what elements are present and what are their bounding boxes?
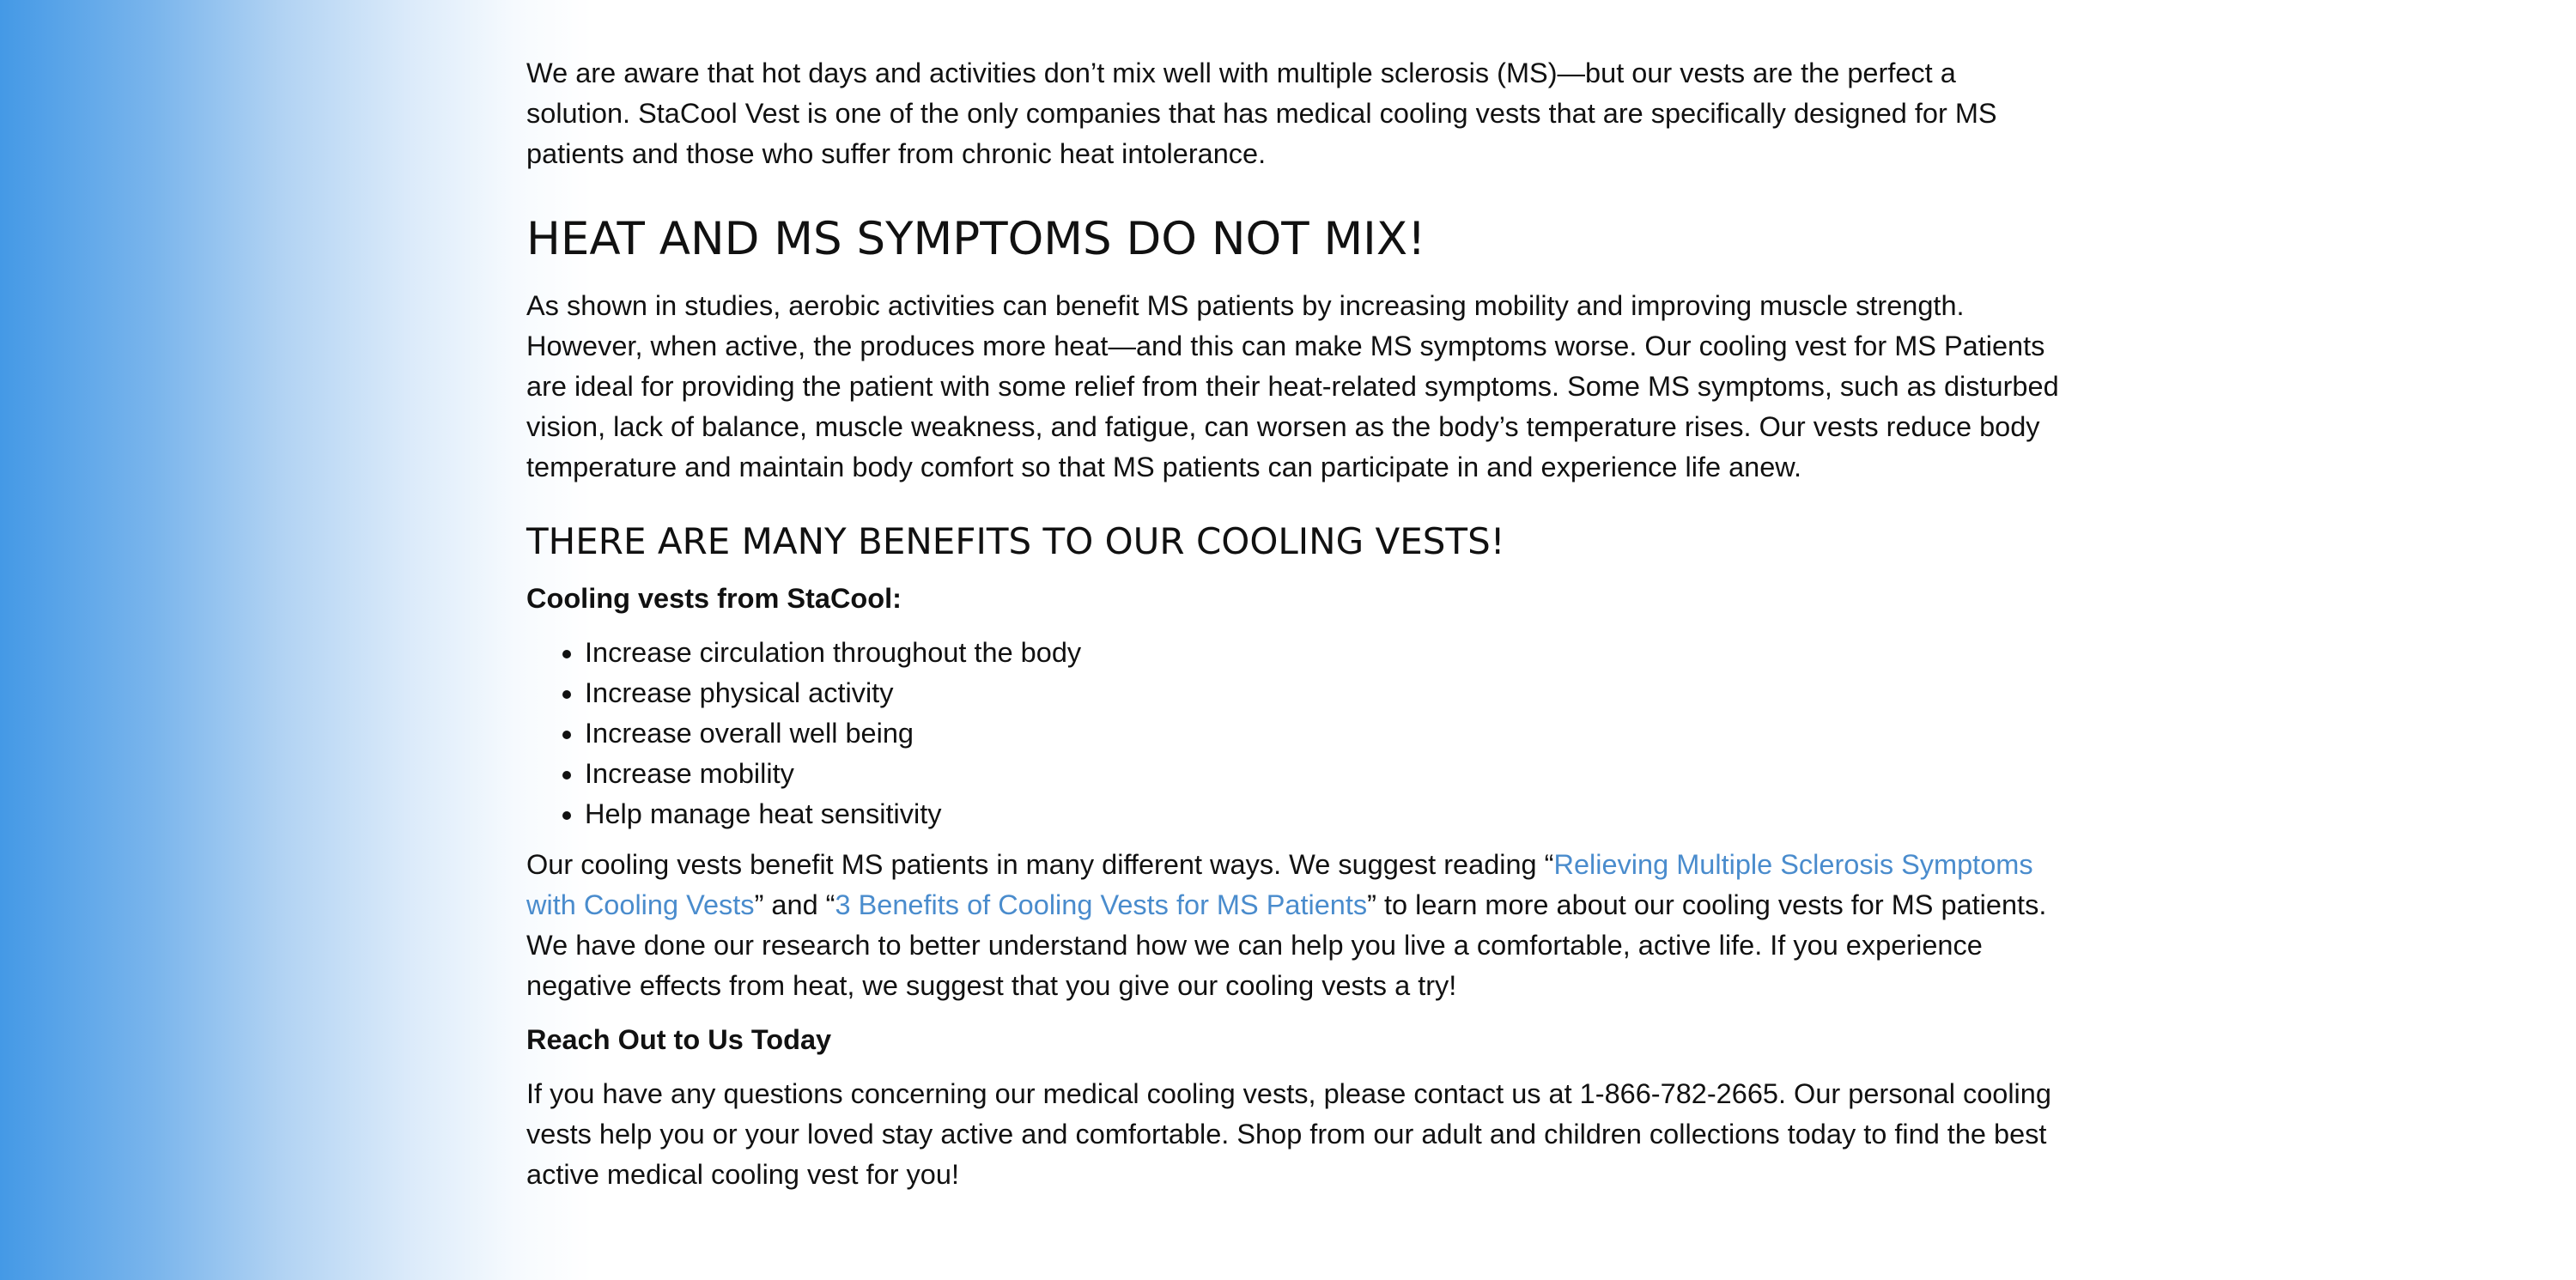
reading-text-between: ” and “ (754, 889, 835, 920)
benefits-label: Cooling vests from StaCool: (526, 583, 902, 614)
reach-out-heading: Reach Out to Us Today (526, 1024, 832, 1055)
benefits-list (526, 633, 2063, 834)
reading-text-before: Our cooling vests benefit MS patients in many different ways. We suggest reading “ (526, 849, 1554, 880)
article-content (526, 53, 2063, 1195)
link-3-benefits[interactable]: 3 Benefits of Cooling Vests for MS Patients (835, 889, 1368, 920)
reading-paragraph (526, 845, 2063, 1006)
list-item: • Increase overall well being (585, 713, 2063, 754)
contact-paragraph: If you have any questions concerning our medical cooling vests, please contact us at 1-866-782-2665. Our personal cooling vests help you or your loved stay active and comfortable. Shop from our adult and children collections today to find the best active medical cooling vest for you! (526, 1078, 2051, 1190)
heading-heat-ms: HEAT AND MS SYMPTOMS DO NOT MIX! (526, 213, 1426, 265)
list-item: • Help manage heat sensitivity (585, 794, 2063, 834)
link-relieving-ms-symptoms[interactable]: Relieving Multiple Sclerosis Symptoms with Cooling Vests (526, 849, 2033, 920)
intro-paragraph: We are aware that hot days and activities don’t mix well with multiple sclerosis (MS)—but our vests are the perfect a solution. StaCool Vest is one of the only companies that has medical cooling vests that are specifically designed for MS patients and those who suffer from chronic heat intolerance. (526, 58, 1997, 169)
reading-text-after: ” to learn more about our cooling vests for MS patients. We have done our research to better understand how we can help you live a comfortable, active life. If you experience negative effects from heat, we suggest that you give our cooling vests a try! (526, 889, 2047, 1001)
heading-benefits: THERE ARE MANY BENEFITS TO OUR COOLING VESTS! (526, 520, 1505, 562)
list-item: • Increase physical activity (585, 673, 2063, 713)
symptoms-paragraph: As shown in studies, aerobic activities can benefit MS patients by increasing mobility and improving muscle strength. However, when active, the produces more heat—and this can make MS symptoms worse. Our cooling vest for MS Patients are ideal for providing the patient with some relief from their heat-related symptoms. Some MS symptoms, such as disturbed vision, lack of balance, muscle weakness, and fatigue, can worsen as the body’s temperature rises. Our vests reduce body temperature and maintain body comfort so that MS patients can participate in and experience life anew. (526, 290, 2059, 482)
list-item: • Increase mobility (585, 754, 2063, 794)
list-item: • Increase circulation throughout the body (585, 633, 2063, 673)
